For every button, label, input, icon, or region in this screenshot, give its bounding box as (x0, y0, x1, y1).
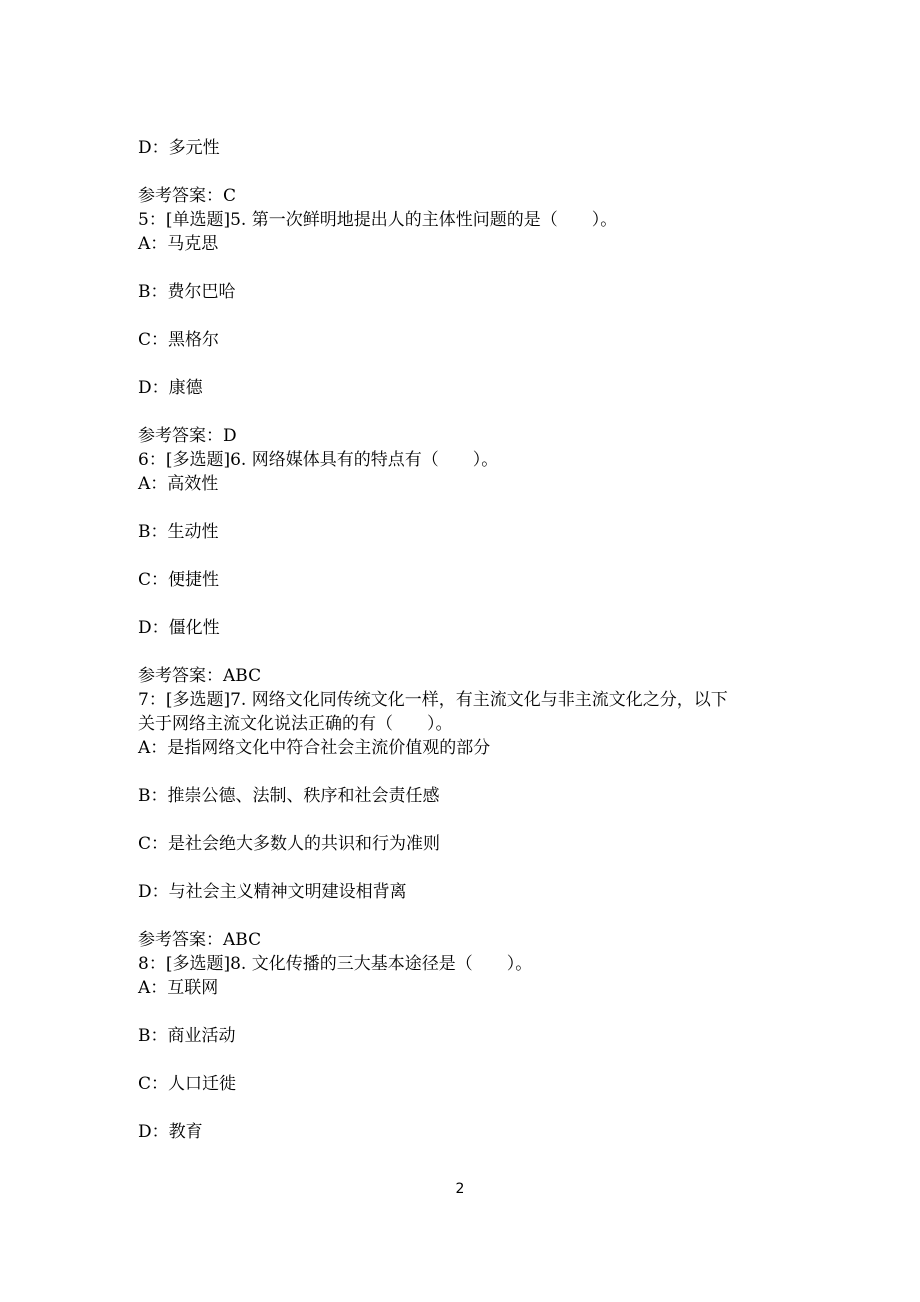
q6-option-c: C：便捷性 (138, 570, 220, 590)
q5-question: 5：[单选题]5. 第一次鲜明地提出人的主体性问题的是（ ）。 (138, 210, 618, 230)
q5-option-d: D：康德 (138, 378, 203, 398)
q6-option-a: A：高效性 (138, 474, 219, 494)
q4-option-d: D：多元性 (138, 138, 220, 158)
q6-option-d: D：僵化性 (138, 618, 220, 638)
q5-answer: 参考答案：D (138, 426, 237, 446)
q4-answer: 参考答案：C (138, 186, 237, 206)
q6-answer: 参考答案：ABC (138, 666, 262, 686)
q6-question: 6：[多选题]6. 网络媒体具有的特点有（ ）。 (138, 450, 499, 470)
q8-option-a: A：互联网 (138, 978, 219, 998)
q8-option-b: B：商业活动 (138, 1026, 236, 1046)
q5-option-c: C：黑格尔 (138, 330, 220, 350)
q7-option-a: A：是指网络文化中符合社会主流价值观的部分 (138, 738, 491, 758)
q7-question-line1: 7：[多选题]7. 网络文化同传统文化一样，有主流文化与非主流文化之分，以下 (138, 690, 728, 710)
q6-option-b: B：生动性 (138, 522, 219, 542)
q7-question-line2: 关于网络主流文化说法正确的有（ ）。 (138, 714, 453, 734)
q8-question: 8：[多选题]8. 文化传播的三大基本途径是（ ）。 (138, 954, 533, 974)
q7-answer: 参考答案：ABC (138, 930, 262, 950)
q7-option-c: C：是社会绝大多数人的共识和行为准则 (138, 834, 441, 854)
q8-option-d: D：教育 (138, 1122, 203, 1142)
q7-option-b: B：推崇公德、法制、秩序和社会责任感 (138, 786, 440, 806)
q8-option-c: C：人口迁徙 (138, 1074, 237, 1094)
q7-option-d: D：与社会主义精神文明建设相背离 (138, 882, 407, 902)
q5-option-b: B：费尔巴哈 (138, 282, 236, 302)
page-number: 2 (455, 1181, 465, 1197)
q5-option-a: A：马克思 (138, 234, 219, 254)
